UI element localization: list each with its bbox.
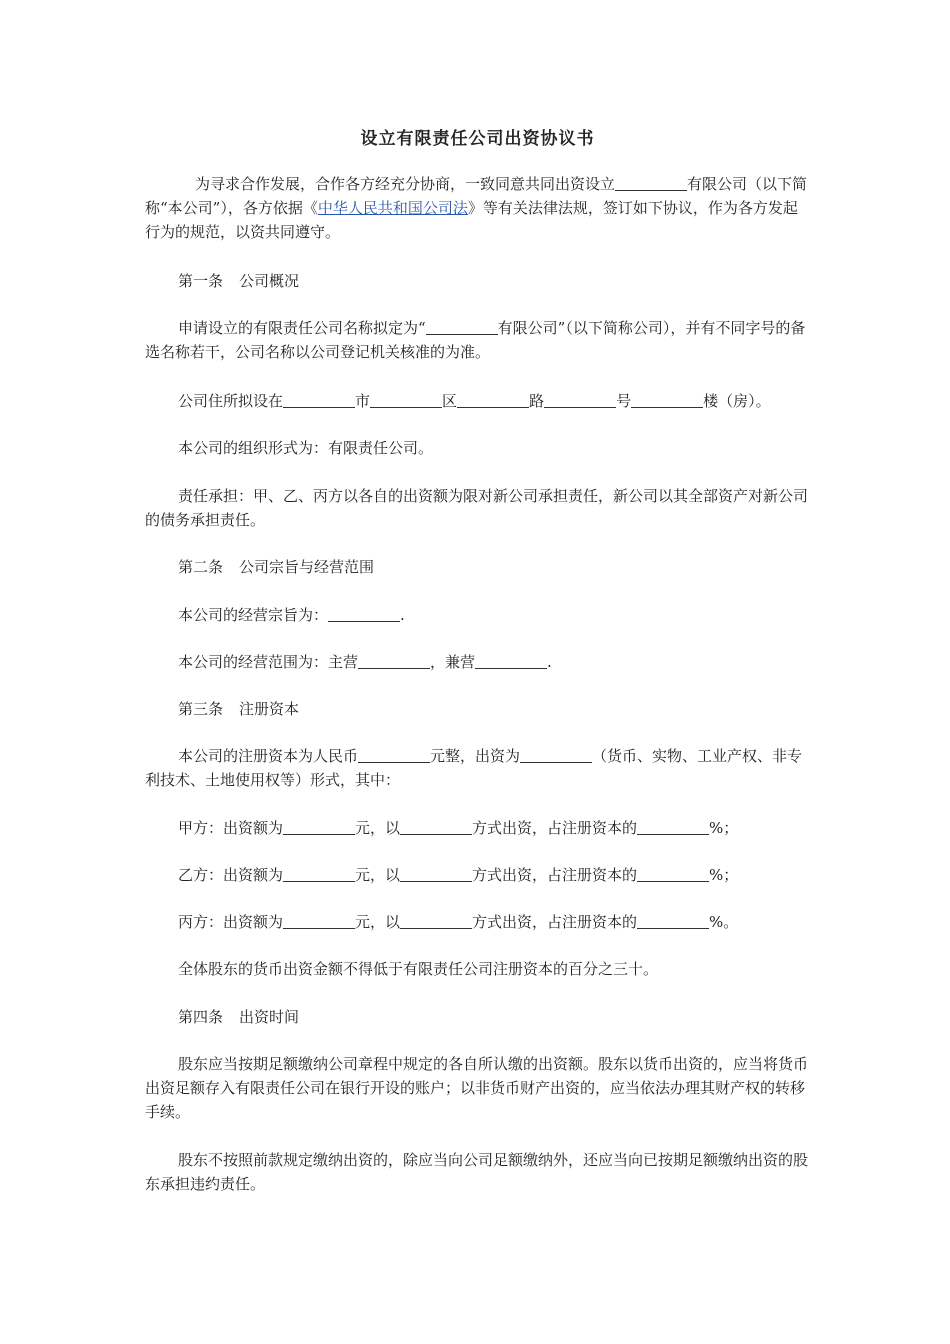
proposed-name-blank [426,318,498,335]
article2-scope-paragraph: 本公司的经营范围为：主营 ，兼营 . [178,653,552,671]
article1-liability-paragraph: 责任承担：甲、乙、丙方以各自的出资额为限对新公司承担责任，新公司以其全部资产对新公司的债务承担责任。 [145,487,809,529]
article2-heading: 第二条 公司宗旨与经营范围 [178,558,375,576]
company-law-link[interactable]: 中华人民共和国公司法 [317,199,468,217]
article1-address-paragraph: 公司住所拟设在 市 区 路 号 楼（房）。 [178,392,771,410]
article4-paragraph-2: 股东不按照前款规定缴纳出资的，除应当向公司足额缴纳外，还应当向已按期足额缴纳出资的股东承担违约责任。 [145,1151,809,1193]
partner-a-paragraph: 甲方：出资额为 元，以 方式出资，占注册资本的 %； [178,819,739,837]
article3-heading: 第三条 注册资本 [178,700,300,718]
article1-name-paragraph: 申请设立的有限责任公司名称拟定为“ 有限公司”（以下简称公司），并有不同字号的备选名称若干，公司名称以公司登记机关核准的为准。 [145,319,806,361]
partner-c-paragraph: 丙方：出资额为 元，以 方式出资，占注册资本的 %。 [178,913,739,931]
article4-paragraph-1: 股东应当按期足额缴纳公司章程中规定的各自所认缴的出资额。股东以货币出资的，应当将货币出资足额存入有限责任公司在银行开设的账户；以非货币财产出资的，应当依法办理其财产权的转移手续。 [145,1055,809,1121]
article3-minimum-paragraph: 全体股东的货币出资金额不得低于有限责任公司注册资本的百分之三十。 [178,960,659,978]
article2-purpose-paragraph: 本公司的经营宗旨为： . [178,606,405,624]
partner-b-paragraph: 乙方：出资额为 元，以 方式出资，占注册资本的 %； [178,866,739,884]
company-name-blank [615,174,687,191]
article1-heading: 第一条 公司概况 [178,272,300,290]
intro-paragraph: 为寻求合作发展，合作各方经充分协商，一致同意共同出资设立 有限公司（以下简称“本公司”），各方依据《中华人民共和国公司法》等有关法律法规，签订如下协议，作为各方发起行为的规范，以资共同遵守。 [145,175,808,241]
article3-capital-paragraph: 本公司的注册资本为人民币 元整，出资为 （货币、实物、工业产权、非专利技术、土地使用权等）形式，其中： [145,747,803,789]
article1-form-paragraph: 本公司的组织形式为：有限责任公司。 [178,439,434,457]
document-title: 设立有限责任公司出资协议书 [360,129,595,149]
article4-heading: 第四条 出资时间 [178,1008,300,1026]
